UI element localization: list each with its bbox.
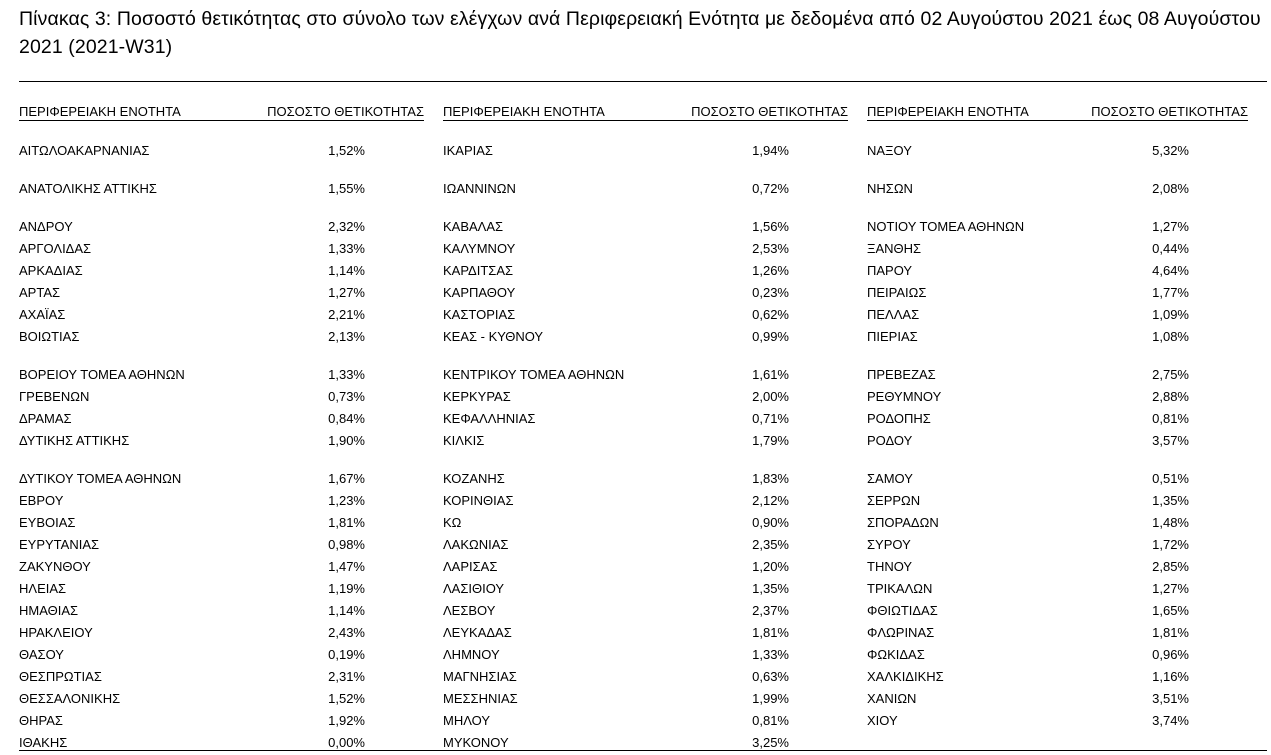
- region-name: ΠΑΡΟΥ: [867, 263, 913, 278]
- positivity-value: 1,09%: [1152, 307, 1189, 322]
- region-name: ΡΕΘΥΜΝΟΥ: [867, 389, 942, 404]
- region-name: ΠΕΙΡΑΙΩΣ: [867, 285, 927, 300]
- header-positivity-2: ΠΟΣΟΣΤΟ ΘΕΤΙΚΟΤΗΤΑΣ: [691, 104, 848, 119]
- table-row: [867, 240, 1189, 258]
- positivity-value: 1,77%: [1152, 285, 1189, 300]
- region-name: ΕΥΡΥΤΑΝΙΑΣ: [19, 537, 100, 552]
- table-row: [867, 366, 1189, 384]
- region-name: ΙΩΑΝΝΙΝΩΝ: [443, 181, 516, 196]
- table-row: [19, 432, 365, 450]
- positivity-value: 1,79%: [752, 433, 789, 448]
- table-row: [19, 262, 365, 280]
- region-name: ΦΩΚΙΔΑΣ: [867, 647, 925, 662]
- positivity-value: 1,27%: [1152, 219, 1189, 234]
- table-row: [443, 624, 789, 642]
- region-name: ΙΘΑΚΗΣ: [19, 735, 68, 750]
- table-row: [443, 306, 789, 324]
- positivity-value: 0,51%: [1152, 471, 1189, 486]
- positivity-value: 2,35%: [752, 537, 789, 552]
- top-rule: [19, 81, 1267, 82]
- positivity-value: 1,52%: [328, 143, 365, 158]
- positivity-value: 1,14%: [328, 603, 365, 618]
- header-region-2: ΠΕΡΙΦΕΡΕΙΑΚΗ ΕΝΟΤΗΤΑ: [443, 104, 605, 119]
- region-name: ΗΛΕΙΑΣ: [19, 581, 67, 596]
- positivity-value: 2,53%: [752, 241, 789, 256]
- region-name: ΑΡΓΟΛΙΔΑΣ: [19, 241, 92, 256]
- table-row: [867, 690, 1189, 708]
- positivity-value: 1,20%: [752, 559, 789, 574]
- positivity-value: 1,92%: [328, 713, 365, 728]
- table-row: [443, 602, 789, 620]
- region-name: ΧΑΝΙΩΝ: [867, 691, 917, 706]
- region-name: ΑΡΤΑΣ: [19, 285, 61, 300]
- region-name: ΣΑΜΟΥ: [867, 471, 913, 486]
- positivity-value: 0,63%: [752, 669, 789, 684]
- positivity-value: 2,31%: [328, 669, 365, 684]
- region-name: ΛΑΡΙΣΑΣ: [443, 559, 498, 574]
- table-row: [443, 410, 789, 428]
- region-name: ΛΕΥΚΑΔΑΣ: [443, 625, 512, 640]
- positivity-value: 1,90%: [328, 433, 365, 448]
- positivity-value: 1,55%: [328, 181, 365, 196]
- region-name: ΡΟΔΟΥ: [867, 433, 913, 448]
- region-name: ΑΝΔΡΟΥ: [19, 219, 73, 234]
- positivity-value: 0,71%: [752, 411, 789, 426]
- positivity-value: 1,33%: [752, 647, 789, 662]
- region-name: ΣΠΟΡΑΔΩΝ: [867, 515, 939, 530]
- positivity-value: 0,98%: [328, 537, 365, 552]
- table-row: [867, 262, 1189, 280]
- header-underline-1: [19, 120, 424, 121]
- region-name: ΡΟΔΟΠΗΣ: [867, 411, 931, 426]
- positivity-value: 1,65%: [1152, 603, 1189, 618]
- region-name: ΚΑΒΑΛΑΣ: [443, 219, 504, 234]
- positivity-value: 1,81%: [1152, 625, 1189, 640]
- positivity-value: 2,85%: [1152, 559, 1189, 574]
- positivity-value: 1,35%: [752, 581, 789, 596]
- table-row: [19, 536, 365, 554]
- region-name: ΦΛΩΡΙΝΑΣ: [867, 625, 935, 640]
- positivity-value: 2,12%: [752, 493, 789, 508]
- positivity-value: 1,94%: [752, 143, 789, 158]
- table-row: [867, 580, 1189, 598]
- table-row: [867, 558, 1189, 576]
- positivity-value: 1,83%: [752, 471, 789, 486]
- table-row: [867, 624, 1189, 642]
- positivity-value: 2,37%: [752, 603, 789, 618]
- table-row: [19, 366, 365, 384]
- bottom-rule: [19, 750, 1267, 751]
- positivity-value: 0,96%: [1152, 647, 1189, 662]
- region-name: ΚΑΣΤΟΡΙΑΣ: [443, 307, 516, 322]
- region-name: ΚΟΖΑΝΗΣ: [443, 471, 505, 486]
- table-row: [867, 514, 1189, 532]
- positivity-value: 5,32%: [1152, 143, 1189, 158]
- table-row: [443, 668, 789, 686]
- positivity-value: 1,27%: [1152, 581, 1189, 596]
- positivity-value: 1,72%: [1152, 537, 1189, 552]
- positivity-value: 0,81%: [1152, 411, 1189, 426]
- table-row: [443, 712, 789, 730]
- region-name: ΘΕΣΠΡΩΤΙΑΣ: [19, 669, 102, 684]
- region-name: ΠΙΕΡΙΑΣ: [867, 329, 918, 344]
- positivity-value: 3,51%: [1152, 691, 1189, 706]
- positivity-value: 1,48%: [1152, 515, 1189, 530]
- region-name: ΛΗΜΝΟΥ: [443, 647, 500, 662]
- table-row: [867, 388, 1189, 406]
- region-name: ΧΙΟΥ: [867, 713, 898, 728]
- positivity-value: 1,08%: [1152, 329, 1189, 344]
- table-row: [867, 432, 1189, 450]
- table-row: [19, 180, 365, 198]
- region-name: ΘΕΣΣΑΛΟΝΙΚΗΣ: [19, 691, 121, 706]
- table-row: [443, 432, 789, 450]
- region-name: ΣΥΡΟΥ: [867, 537, 911, 552]
- region-name: ΕΒΡΟΥ: [19, 493, 64, 508]
- positivity-value: 2,21%: [328, 307, 365, 322]
- positivity-value: 2,75%: [1152, 367, 1189, 382]
- positivity-value: 2,00%: [752, 389, 789, 404]
- positivity-value: 1,67%: [328, 471, 365, 486]
- region-name: ΔΥΤΙΚΗΣ ΑΤΤΙΚΗΣ: [19, 433, 130, 448]
- table-row: [19, 306, 365, 324]
- positivity-value: 3,57%: [1152, 433, 1189, 448]
- table-row: [19, 410, 365, 428]
- positivity-value: 0,44%: [1152, 241, 1189, 256]
- positivity-value: 0,90%: [752, 515, 789, 530]
- positivity-value: 1,16%: [1152, 669, 1189, 684]
- positivity-value: 0,23%: [752, 285, 789, 300]
- region-name: ΝΑΞΟΥ: [867, 143, 912, 158]
- table-row: [443, 492, 789, 510]
- table-row: [867, 180, 1189, 198]
- table-row: [443, 514, 789, 532]
- table-row: [443, 388, 789, 406]
- table-row: [19, 646, 365, 664]
- region-name: ΛΑΚΩΝΙΑΣ: [443, 537, 509, 552]
- table-row: [443, 470, 789, 488]
- table-row: [19, 514, 365, 532]
- table-row: [867, 536, 1189, 554]
- table-row: [867, 284, 1189, 302]
- region-name: ΘΑΣΟΥ: [19, 647, 64, 662]
- table-title: Πίνακας 3: Ποσοστό θετικότητας στο σύνολο των ελέγχων ανά Περιφερειακή Ενότητα με δεδομένα από 02 Αυγούστου 2021 έως 08 Αυγούστου 2021 (2021-W31): [19, 8, 1261, 58]
- positivity-value: 2,32%: [328, 219, 365, 234]
- positivity-value: 0,00%: [328, 735, 365, 750]
- table-row: [19, 602, 365, 620]
- header-positivity-1: ΠΟΣΟΣΤΟ ΘΕΤΙΚΟΤΗΤΑΣ: [267, 104, 424, 119]
- header-region-1: ΠΕΡΙΦΕΡΕΙΑΚΗ ΕΝΟΤΗΤΑ: [19, 104, 181, 119]
- positivity-value: 1,47%: [328, 559, 365, 574]
- table-row: [443, 142, 789, 160]
- region-name: ΚΕΑΣ - ΚΥΘΝΟΥ: [443, 329, 544, 344]
- header-region-3: ΠΕΡΙΦΕΡΕΙΑΚΗ ΕΝΟΤΗΤΑ: [867, 104, 1029, 119]
- table-row: [867, 668, 1189, 686]
- positivity-value: 1,61%: [752, 367, 789, 382]
- positivity-value: 0,84%: [328, 411, 365, 426]
- region-name: ΠΡΕΒΕΖΑΣ: [867, 367, 936, 382]
- region-name: ΑΡΚΑΔΙΑΣ: [19, 263, 83, 278]
- region-name: ΜΕΣΣΗΝΙΑΣ: [443, 691, 518, 706]
- table-row: [443, 218, 789, 236]
- table-row: [443, 580, 789, 598]
- region-name: ΚΑΛΥΜΝΟΥ: [443, 241, 516, 256]
- region-name: ΓΡΕΒΕΝΩΝ: [19, 389, 90, 404]
- region-name: ΚΙΛΚΙΣ: [443, 433, 485, 448]
- table-row: [867, 646, 1189, 664]
- region-name: ΚΕΡΚΥΡΑΣ: [443, 389, 511, 404]
- region-name: ΜΗΛΟΥ: [443, 713, 490, 728]
- table-row: [443, 240, 789, 258]
- region-name: ΚΕΝΤΡΙΚΟΥ ΤΟΜΕΑ ΑΘΗΝΩΝ: [443, 367, 625, 382]
- positivity-value: 1,14%: [328, 263, 365, 278]
- table-row: [19, 492, 365, 510]
- positivity-value: 1,81%: [328, 515, 365, 530]
- region-name: ΙΚΑΡΙΑΣ: [443, 143, 493, 158]
- table-row: [867, 142, 1189, 160]
- positivity-value: 2,13%: [328, 329, 365, 344]
- table-row: [19, 328, 365, 346]
- header-underline-2: [443, 120, 848, 121]
- positivity-value: 1,35%: [1152, 493, 1189, 508]
- region-name: ΒΟΡΕΙΟΥ ΤΟΜΕΑ ΑΘΗΝΩΝ: [19, 367, 185, 382]
- region-name: ΚΑΡΠΑΘΟΥ: [443, 285, 516, 300]
- table-row: [19, 142, 365, 160]
- positivity-value: 1,26%: [752, 263, 789, 278]
- positivity-value: 0,99%: [752, 329, 789, 344]
- region-name: ΔΥΤΙΚΟΥ ΤΟΜΕΑ ΑΘΗΝΩΝ: [19, 471, 182, 486]
- table-row: [443, 262, 789, 280]
- positivity-value: 1,19%: [328, 581, 365, 596]
- positivity-value: 2,88%: [1152, 389, 1189, 404]
- positivity-value: 0,81%: [752, 713, 789, 728]
- region-name: ΗΜΑΘΙΑΣ: [19, 603, 79, 618]
- region-name: ΤΗΝΟΥ: [867, 559, 913, 574]
- table-row: [443, 180, 789, 198]
- table-row: [19, 712, 365, 730]
- positivity-value: 3,74%: [1152, 713, 1189, 728]
- region-name: ΚΟΡΙΝΘΙΑΣ: [443, 493, 514, 508]
- region-name: ΛΑΣΙΘΙΟΥ: [443, 581, 505, 596]
- region-name: ΚΑΡΔΙΤΣΑΣ: [443, 263, 514, 278]
- positivity-value: 0,72%: [752, 181, 789, 196]
- table-row: [443, 284, 789, 302]
- header-positivity-3: ΠΟΣΟΣΤΟ ΘΕΤΙΚΟΤΗΤΑΣ: [1091, 104, 1248, 119]
- region-name: ΛΕΣΒΟΥ: [443, 603, 496, 618]
- positivity-value: 1,23%: [328, 493, 365, 508]
- positivity-value: 0,62%: [752, 307, 789, 322]
- region-name: ΠΕΛΛΑΣ: [867, 307, 920, 322]
- table-row: [19, 470, 365, 488]
- table-row: [19, 218, 365, 236]
- region-name: ΒΟΙΩΤΙΑΣ: [19, 329, 80, 344]
- table-row: [19, 580, 365, 598]
- table-row: [867, 218, 1189, 236]
- positivity-value: 1,33%: [328, 241, 365, 256]
- positivity-value: 1,33%: [328, 367, 365, 382]
- table-row: [443, 328, 789, 346]
- positivity-value: 3,25%: [752, 735, 789, 750]
- region-name: ΑΙΤΩΛΟΑΚΑΡΝΑΝΙΑΣ: [19, 143, 150, 158]
- table-row: [19, 284, 365, 302]
- table-row: [19, 668, 365, 686]
- region-name: ΧΑΛΚΙΔΙΚΗΣ: [867, 669, 944, 684]
- positivity-value: 2,08%: [1152, 181, 1189, 196]
- region-name: ΔΡΑΜΑΣ: [19, 411, 72, 426]
- region-name: ΘΗΡΑΣ: [19, 713, 63, 728]
- table-row: [867, 328, 1189, 346]
- table-row: [443, 558, 789, 576]
- positivity-value: 1,81%: [752, 625, 789, 640]
- table-row: [443, 536, 789, 554]
- region-name: ΤΡΙΚΑΛΩΝ: [867, 581, 933, 596]
- region-name: ΜΥΚΟΝΟΥ: [443, 735, 509, 750]
- table-row: [443, 690, 789, 708]
- table-row: [19, 690, 365, 708]
- positivity-value: 1,56%: [752, 219, 789, 234]
- positivity-value: 1,52%: [328, 691, 365, 706]
- region-name: ΝΟΤΙΟΥ ΤΟΜΕΑ ΑΘΗΝΩΝ: [867, 219, 1025, 234]
- table-row: [443, 366, 789, 384]
- positivity-value: 2,43%: [328, 625, 365, 640]
- table-row: [19, 558, 365, 576]
- positivity-value: 0,73%: [328, 389, 365, 404]
- positivity-value: 1,99%: [752, 691, 789, 706]
- region-name: ΖΑΚΥΝΘΟΥ: [19, 559, 91, 574]
- table-row: [19, 624, 365, 642]
- table-row: [867, 492, 1189, 510]
- region-name: ΗΡΑΚΛΕΙΟΥ: [19, 625, 93, 640]
- region-name: ΑΧΑΪΑΣ: [19, 307, 66, 322]
- table-row: [443, 646, 789, 664]
- table-row: [867, 712, 1189, 730]
- table-row: [867, 602, 1189, 620]
- positivity-value: 1,27%: [328, 285, 365, 300]
- table-row: [867, 306, 1189, 324]
- region-name: ΦΘΙΩΤΙΔΑΣ: [867, 603, 938, 618]
- table-row: [867, 470, 1189, 488]
- region-name: ΝΗΣΩΝ: [867, 181, 913, 196]
- region-name: ΜΑΓΝΗΣΙΑΣ: [443, 669, 517, 684]
- table-row: [867, 410, 1189, 428]
- positivity-value: 0,19%: [328, 647, 365, 662]
- header-underline-3: [867, 120, 1248, 121]
- region-name: ΑΝΑΤΟΛΙΚΗΣ ΑΤΤΙΚΗΣ: [19, 181, 157, 196]
- table-row: [19, 240, 365, 258]
- region-name: ΣΕΡΡΩΝ: [867, 493, 921, 508]
- region-name: ΚΕΦΑΛΛΗΝΙΑΣ: [443, 411, 536, 426]
- table-row: [19, 388, 365, 406]
- region-name: ΚΩ: [443, 515, 462, 530]
- positivity-value: 4,64%: [1152, 263, 1189, 278]
- region-name: ΞΑΝΘΗΣ: [867, 241, 922, 256]
- region-name: ΕΥΒΟΙΑΣ: [19, 515, 76, 530]
